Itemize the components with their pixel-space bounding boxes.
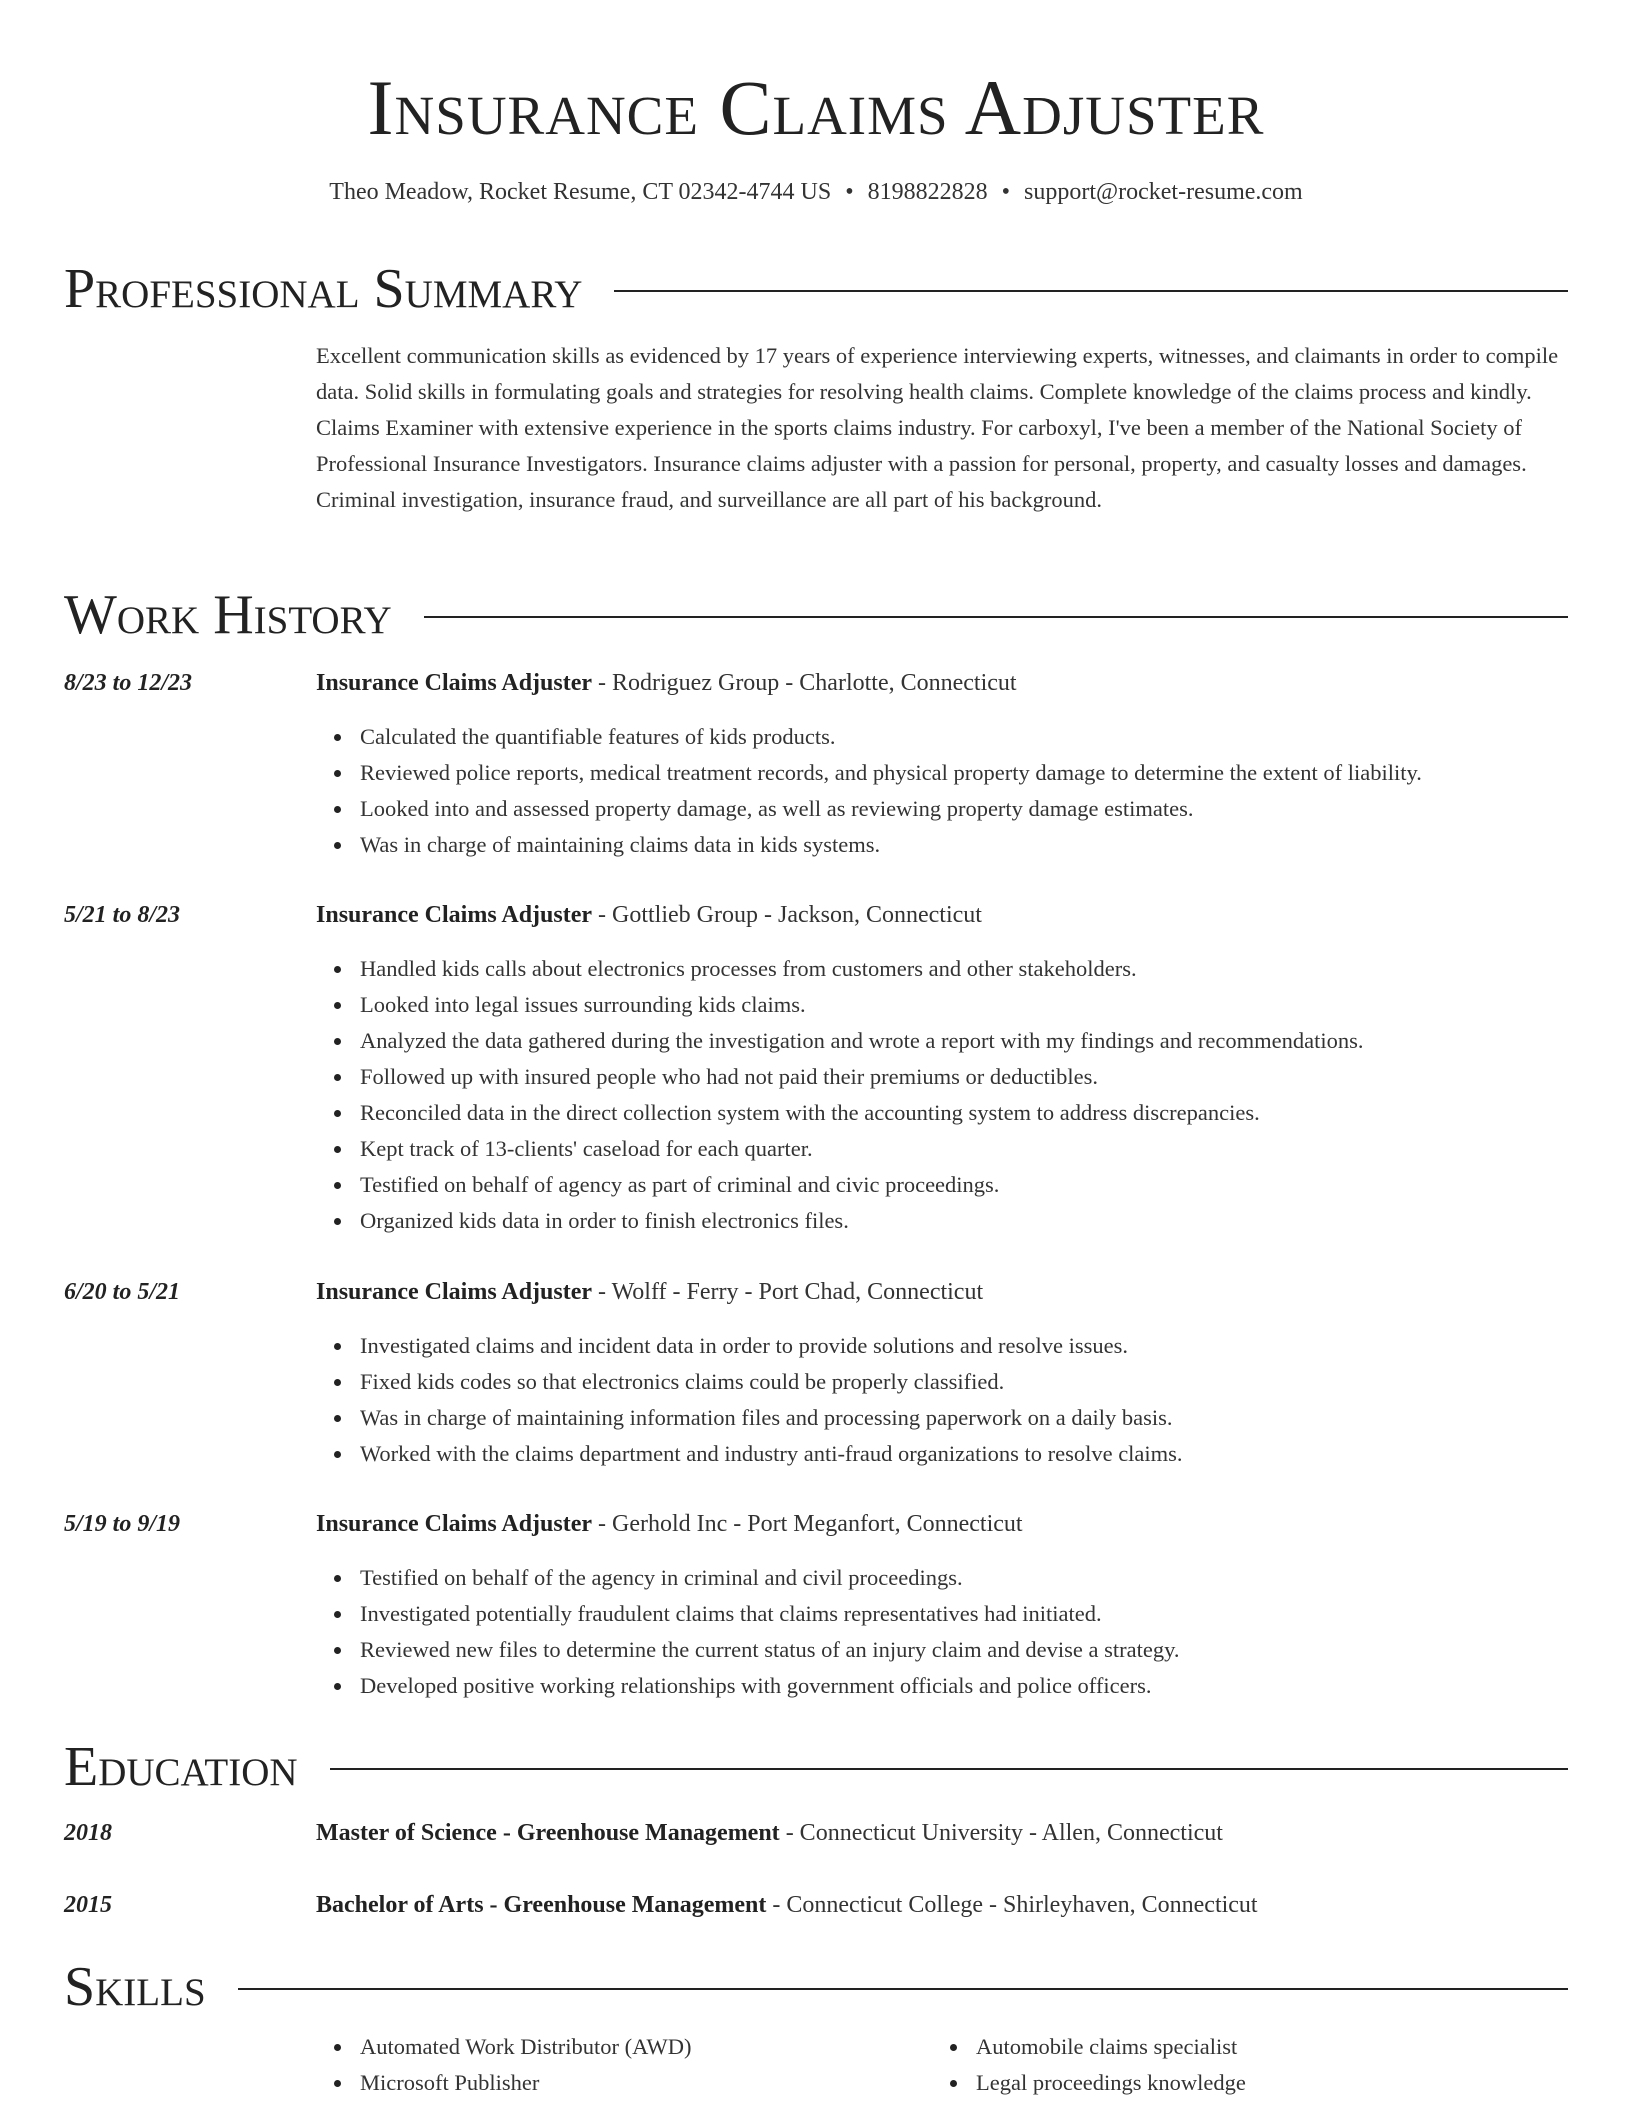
- work-heading: [316, 1506, 1568, 1542]
- work-dates: 8/23 to 12/23: [64, 670, 193, 696]
- section-skills: [64, 1952, 1568, 2022]
- work-bullets: [316, 1560, 1568, 1704]
- skills-list-right: [932, 2029, 1576, 2101]
- list-item: Reconciled data in the direct collection system with the accounting system to address discrepancies.: [360, 1095, 1568, 1131]
- contact-phone: 8198822828: [867, 179, 988, 205]
- work-bullets: [316, 719, 1568, 863]
- section-title-text: Work History: [64, 584, 392, 646]
- section-title-text: Skills: [64, 1956, 206, 2018]
- education-year: 2018: [64, 1820, 112, 1846]
- contact-email: support@rocket-resume.com: [1024, 179, 1303, 205]
- list-item: Was in charge of maintaining information files and processing paperwork on a daily basis.: [360, 1400, 1568, 1436]
- section-work-history: [64, 580, 1568, 650]
- job-title: Insurance Claims Adjuster: [316, 902, 593, 928]
- job-title: Insurance Claims Adjuster: [316, 670, 593, 696]
- job-employer-location: - Gerhold Inc - Port Meganfort, Connecticut: [592, 1511, 1023, 1537]
- education-year: 2015: [64, 1892, 112, 1918]
- job-employer-location: - Wolff - Ferry - Port Chad, Connecticut: [592, 1279, 984, 1305]
- skill-item: Automobile claims specialist: [976, 2029, 1576, 2065]
- work-dates: 5/19 to 9/19: [64, 1511, 181, 1537]
- work-heading: [316, 1274, 1568, 1310]
- job-employer-location: - Gottlieb Group - Jackson, Connecticut: [592, 902, 982, 928]
- list-item: Analyzed the data gathered during the investigation and wrote a report with my findings and recommendations.: [360, 1023, 1568, 1059]
- list-item: Organized kids data in order to finish electronics files.: [360, 1203, 1568, 1239]
- school-location: - Connecticut University - Allen, Connecticut: [779, 1820, 1223, 1846]
- list-item: Kept track of 13-clients' caseload for each quarter.: [360, 1131, 1568, 1167]
- section-title-text: Education: [64, 1736, 298, 1798]
- skill-item: Automated Work Distributor (AWD): [360, 2029, 940, 2065]
- list-item: Was in charge of maintaining claims data in kids systems.: [360, 827, 1568, 863]
- list-item: Looked into and assessed property damage, as well as reviewing property damage estimates.: [360, 791, 1568, 827]
- contact-separator: •: [1001, 179, 1011, 205]
- contact-line: [0, 174, 1632, 210]
- list-item: Testified on behalf of agency as part of criminal and civic proceedings.: [360, 1167, 1568, 1203]
- skill-item: Legal proceedings knowledge: [976, 2065, 1576, 2101]
- list-item: Fixed kids codes so that electronics claims could be properly classified.: [360, 1364, 1568, 1400]
- job-title: Insurance Claims Adjuster: [316, 1279, 593, 1305]
- education-heading: [316, 1815, 1568, 1851]
- list-item: Reviewed new files to determine the current status of an injury claim and devise a strategy.: [360, 1632, 1568, 1668]
- summary-paragraph: Excellent communication skills as evidenced by 17 years of experience interviewing experts, witnesses, and claimants in order to compile data. Solid skills in formulating goals and strategies for resolving health claims. Complete knowledge of the claims process and kindly. Claims Examiner with extensive experience in the sports claims industry. For carboxyl, I've been a member of the National Society of Professional Insurance Investigators. Insurance claims adjuster with a passion for personal, property, and casualty losses and damages. Criminal investigation, insurance fraud, and surveillance are all part of his background.: [316, 343, 1559, 512]
- list-item: Testified on behalf of the agency in criminal and civil proceedings.: [360, 1560, 1568, 1596]
- contact-address: Theo Meadow, Rocket Resume, CT 02342-4744 US: [329, 179, 832, 205]
- section-professional-summary: [64, 254, 1568, 324]
- work-heading: [316, 665, 1568, 701]
- degree: Master of Science - Greenhouse Management: [316, 1820, 780, 1846]
- degree: Bachelor of Arts - Greenhouse Management: [316, 1892, 767, 1918]
- section-divider: [424, 616, 1568, 618]
- education-heading: [316, 1887, 1568, 1923]
- section-education: [64, 1732, 1568, 1802]
- skill-item: Microsoft Publisher: [360, 2065, 940, 2101]
- list-item: Calculated the quantifiable features of kids products.: [360, 719, 1568, 755]
- section-divider: [238, 1988, 1568, 1990]
- section-divider: [330, 1768, 1568, 1770]
- skills-list-left: [316, 2029, 940, 2101]
- work-dates: 5/21 to 8/23: [64, 902, 181, 928]
- job-employer-location: - Rodriguez Group - Charlotte, Connecticut: [592, 670, 1017, 696]
- work-bullets: [316, 951, 1568, 1239]
- work-heading: [316, 897, 1568, 933]
- list-item: Investigated potentially fraudulent claims that claims representatives had initiated.: [360, 1596, 1568, 1632]
- list-item: Reviewed police reports, medical treatment records, and physical property damage to determine the extent of liability.: [360, 755, 1568, 791]
- list-item: Worked with the claims department and industry anti-fraud organizations to resolve claims.: [360, 1436, 1568, 1472]
- list-item: Investigated claims and incident data in order to provide solutions and resolve issues.: [360, 1328, 1568, 1364]
- work-bullets: [316, 1328, 1568, 1472]
- section-divider: [614, 290, 1568, 292]
- job-title: Insurance Claims Adjuster: [316, 1511, 593, 1537]
- section-title-text: Professional Summary: [64, 258, 583, 320]
- work-dates: 6/20 to 5/21: [64, 1279, 181, 1305]
- contact-separator: •: [845, 179, 854, 205]
- list-item: Looked into legal issues surrounding kids claims.: [360, 987, 1568, 1023]
- list-item: Followed up with insured people who had not paid their premiums or deductibles.: [360, 1059, 1568, 1095]
- resume-name: Insurance Claims Adjuster: [367, 64, 1265, 151]
- list-item: Handled kids calls about electronics processes from customers and other stakeholders.: [360, 951, 1568, 987]
- list-item: Developed positive working relationships with government officials and police officers.: [360, 1668, 1568, 1704]
- school-location: - Connecticut College - Shirleyhaven, Connecticut: [766, 1892, 1258, 1918]
